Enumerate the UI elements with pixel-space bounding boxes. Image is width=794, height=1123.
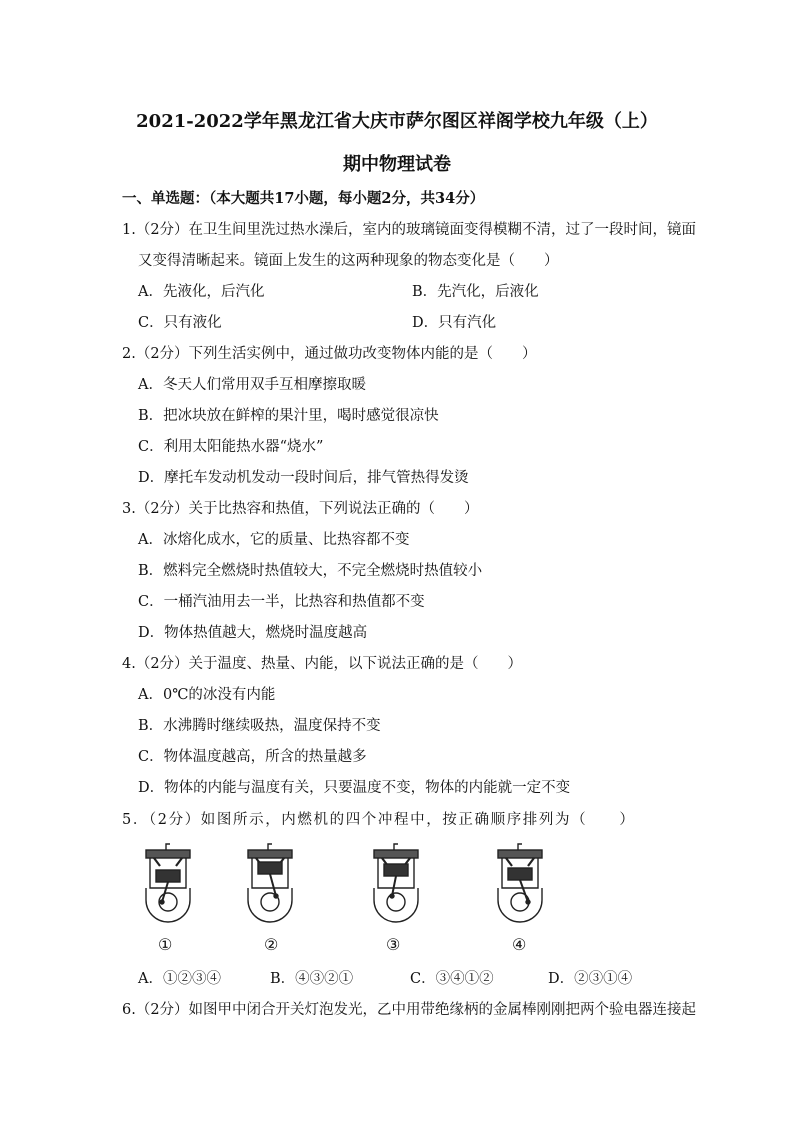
question-3-option-d: D．物体热值越大，燃烧时温度越高	[138, 625, 368, 641]
question-1-stem-line1: 1.（2分）在卫生间里洗过热水澡后，室内的玻璃镜面变得模糊不清，过了一段时间，镜面	[122, 222, 697, 238]
question-5-option-d: D．②③①④	[548, 971, 633, 987]
question-5-option-a: A．①②③④	[138, 971, 221, 987]
question-3-option-a: A．冰熔化成水，它的质量、比热容都不变	[138, 532, 410, 548]
engine-stroke-diagram-1	[136, 840, 200, 930]
question-1-option-b: B．先汽化，后液化	[412, 284, 539, 300]
question-1-stem-line2: 又变得清晰起来。镜面上发生的这两种现象的物态变化是（ ）	[138, 253, 559, 269]
engine-stroke-diagram-4	[488, 840, 552, 930]
figure-caption-2: ②	[264, 935, 279, 954]
question-4-option-d: D．物体的内能与温度有关，只要温度不变，物体的内能就一定不变	[138, 780, 571, 796]
question-6-stem-line1: 6.（2分）如图甲中闭合开关灯泡发光，乙中用带绝缘柄的金属棒刚刚把两个验电器连接起	[122, 1002, 697, 1018]
exam-title-line2: 期中物理试卷	[343, 154, 451, 175]
question-1-option-c: C．只有液化	[138, 315, 222, 331]
question-2-option-d: D．摩托车发动机发动一段时间后，排气管热得发烫	[138, 470, 469, 486]
engine-stroke-diagram-2	[238, 840, 302, 930]
section-heading: 一、单选题：（本大题共17小题，每小题2分，共34分）	[122, 190, 485, 207]
question-5-option-b: B．④③②①	[270, 971, 354, 987]
exam-title-line1: 2021-2022学年黑龙江省大庆市萨尔图区祥阁学校九年级（上）	[136, 111, 658, 132]
figure-caption-3: ③	[386, 935, 401, 954]
question-5-stem-line1: 5．（2分）如图所示，内燃机的四个冲程中，按正确顺序排列为（ ）	[122, 812, 636, 828]
question-3-stem-line1: 3.（2分）关于比热容和热值，下列说法正确的（ ）	[122, 501, 479, 517]
question-4-option-a: A．0℃的冰没有内能	[138, 687, 276, 703]
question-4-stem-line1: 4.（2分）关于温度、热量、内能，以下说法正确的是（ ）	[122, 656, 523, 672]
question-4-option-c: C．物体温度越高，所含的热量越多	[138, 749, 367, 765]
question-5-option-c: C．③④①②	[410, 971, 494, 987]
figure-caption-4: ④	[512, 935, 527, 954]
question-2-option-a: A．冬天人们常用双手互相摩擦取暖	[138, 377, 366, 393]
figure-caption-1: ①	[158, 935, 173, 954]
question-2-stem-line1: 2.（2分）下列生活实例中，通过做功改变物体内能的是（ ）	[122, 346, 537, 362]
question-1-option-d: D．只有汽化	[412, 315, 497, 331]
question-3-option-b: B．燃料完全燃烧时热值较大，不完全燃烧时热值较小	[138, 563, 483, 579]
engine-stroke-diagram-3	[364, 840, 428, 930]
question-1-option-a: A．先液化，后汽化	[138, 284, 265, 300]
question-2-option-c: C．利用太阳能热水器“烧水”	[138, 439, 324, 455]
question-4-option-b: B．水沸腾时继续吸热，温度保持不变	[138, 718, 381, 734]
question-3-option-c: C．一桶汽油用去一半，比热容和热值都不变	[138, 594, 425, 610]
question-2-option-b: B．把冰块放在鲜榨的果汁里，喝时感觉很凉快	[138, 408, 439, 424]
